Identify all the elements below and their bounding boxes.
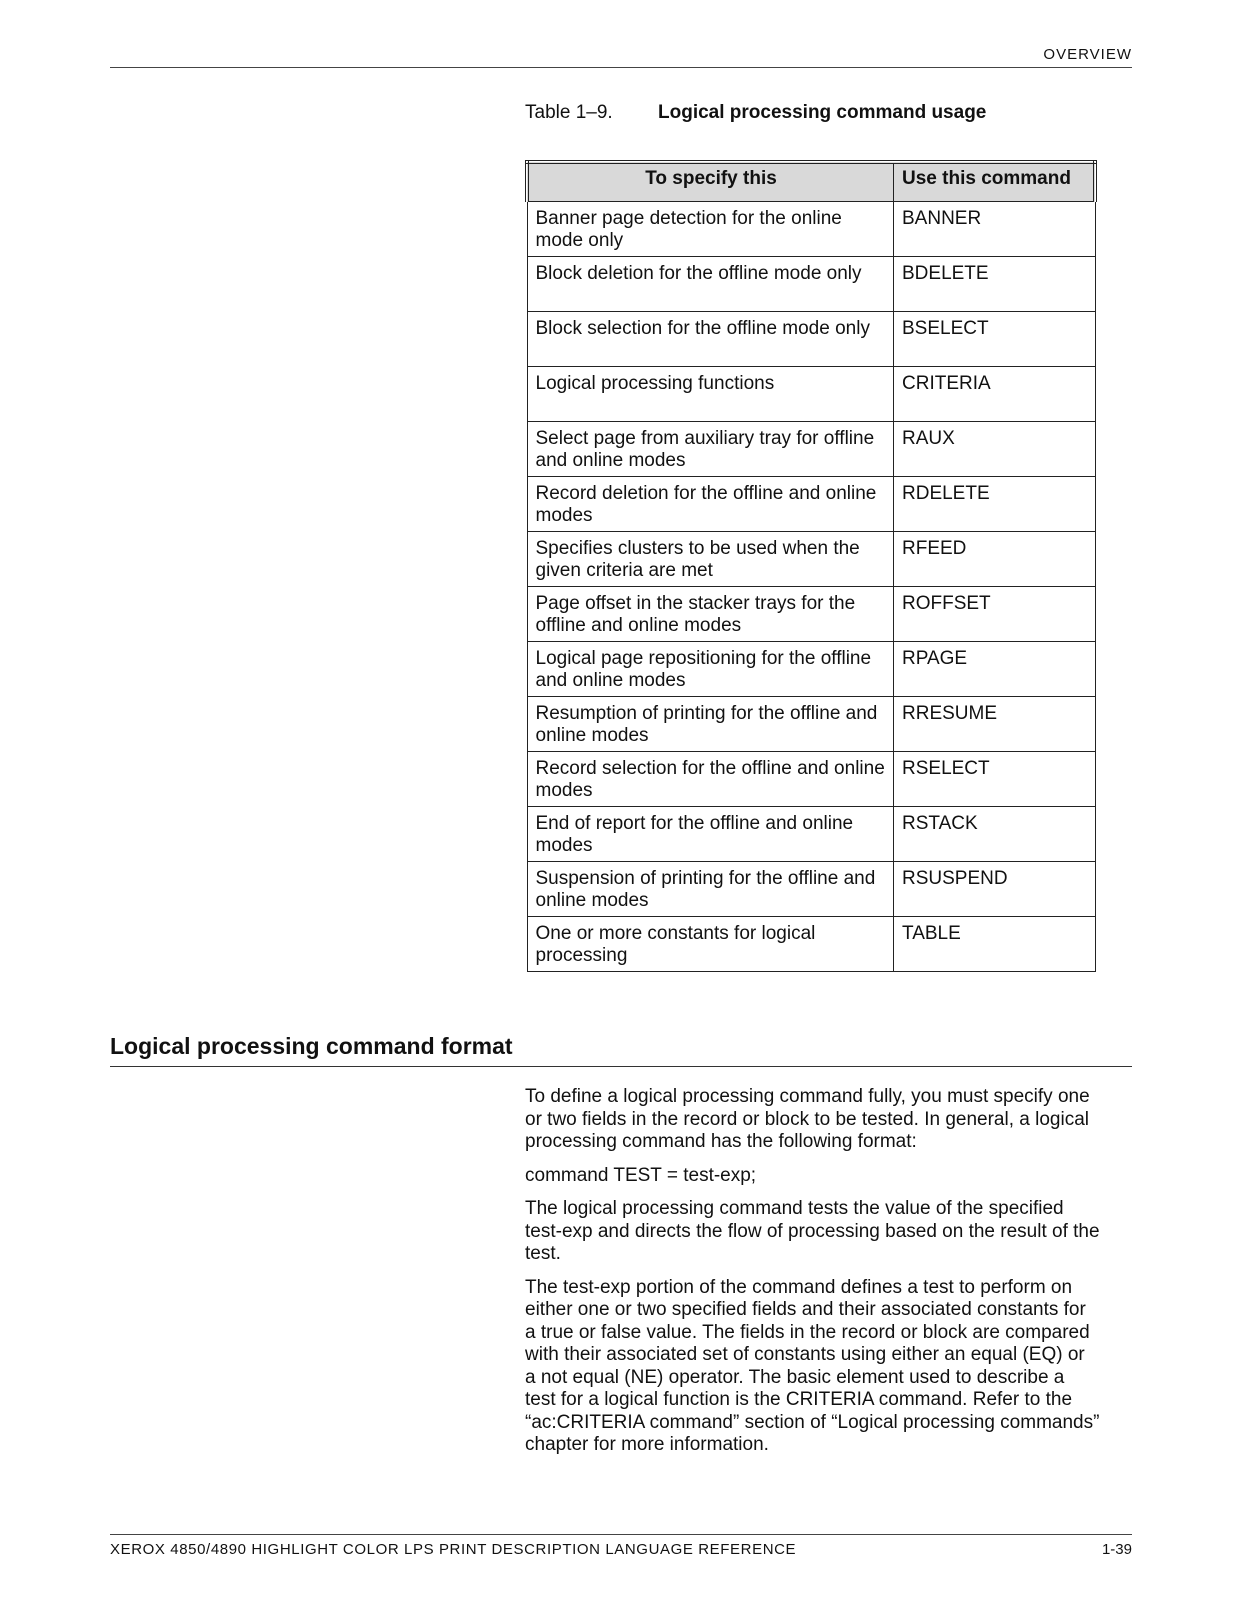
cell-description: Block selection for the offline mode only <box>527 312 894 367</box>
table-caption-number: Table 1–9. <box>525 102 613 123</box>
header-rule <box>110 67 1132 68</box>
command-usage-table <box>525 160 1097 972</box>
cell-description: Block deletion for the offline mode only <box>527 257 894 312</box>
paragraph-syntax: command TEST = test-exp; <box>525 1164 757 1186</box>
section-heading: Logical processing command format <box>110 1033 513 1059</box>
paragraph: The test-exp portion of the command defines a test to perform on either one or two specified fields and their associated constants for a true or false value. The fields in the record or block are compared with their associated set of constants using either an equal (EQ) or a not equal (NE) operator. The basic element used to describe a test for a logical function is the CRITERIA command. Refer to the “ac:CRITERIA command” section of “Logical processing commands” chapter for more information. <box>525 1276 1100 1455</box>
cell-command: RSTACK <box>894 807 1096 862</box>
page-number: 1-39 <box>1101 1541 1132 1558</box>
table-row <box>527 862 1095 917</box>
table-caption-title: Logical processing command usage <box>658 102 987 123</box>
section-body <box>525 1086 1100 1468</box>
table-row <box>527 752 1095 807</box>
column-header-command: Use this command <box>894 162 1096 202</box>
cell-description: Select page from auxiliary tray for offline and online modes <box>527 422 894 477</box>
section-rule <box>110 1066 1132 1067</box>
table-row <box>527 587 1095 642</box>
cell-command: BDELETE <box>894 257 1096 312</box>
table-row <box>527 917 1095 972</box>
cell-description: Banner page detection for the online mode only <box>527 202 894 257</box>
cell-command: RSELECT <box>894 752 1096 807</box>
cell-description: Specifies clusters to be used when the given criteria are met <box>527 532 894 587</box>
cell-description: Logical page repositioning for the offline and online modes <box>527 642 894 697</box>
table-row <box>527 477 1095 532</box>
cell-description: One or more constants for logical processing <box>527 917 894 972</box>
cell-command: RFEED <box>894 532 1096 587</box>
cell-description: Page offset in the stacker trays for the offline and online modes <box>527 587 894 642</box>
cell-command: BANNER <box>894 202 1096 257</box>
table-row <box>527 532 1095 587</box>
cell-command: ROFFSET <box>894 587 1096 642</box>
cell-command: RRESUME <box>894 697 1096 752</box>
paragraph: To define a logical processing command fully, you must specify one or two fields in the record or block to be tested. In general, a logical processing command has the following format: <box>525 1086 1090 1152</box>
cell-description: Resumption of printing for the offline and online modes <box>527 697 894 752</box>
table-row <box>527 642 1095 697</box>
table-row <box>527 202 1095 257</box>
cell-command: CRITERIA <box>894 367 1096 422</box>
running-head: OVERVIEW <box>1043 46 1132 63</box>
table-header-row <box>527 162 1095 202</box>
table-row <box>527 807 1095 862</box>
table-row <box>527 422 1095 477</box>
cell-description: Record deletion for the offline and online modes <box>527 477 894 532</box>
cell-command: RDELETE <box>894 477 1096 532</box>
footer-title: XEROX 4850/4890 HIGHLIGHT COLOR LPS PRINT DESCRIPTION LANGUAGE REFERENCE <box>110 1541 797 1558</box>
column-header-specify: To specify this <box>527 162 894 202</box>
cell-command: TABLE <box>894 917 1096 972</box>
table-row <box>527 312 1095 367</box>
cell-command: RPAGE <box>894 642 1096 697</box>
table-row <box>527 697 1095 752</box>
table-row <box>527 257 1095 312</box>
cell-command: RSUSPEND <box>894 862 1096 917</box>
cell-command: BSELECT <box>894 312 1096 367</box>
footer-rule <box>110 1534 1132 1535</box>
cell-description: Suspension of printing for the offline and online modes <box>527 862 894 917</box>
table-row <box>527 367 1095 422</box>
cell-description: End of report for the offline and online modes <box>527 807 894 862</box>
cell-command: RAUX <box>894 422 1096 477</box>
table-caption <box>525 102 986 124</box>
paragraph: The logical processing command tests the value of the specified test-exp and directs the flow of processing based on the result of the test. <box>525 1198 1100 1264</box>
table-body <box>527 202 1095 972</box>
cell-description: Logical processing functions <box>527 367 894 422</box>
cell-description: Record selection for the offline and online modes <box>527 752 894 807</box>
